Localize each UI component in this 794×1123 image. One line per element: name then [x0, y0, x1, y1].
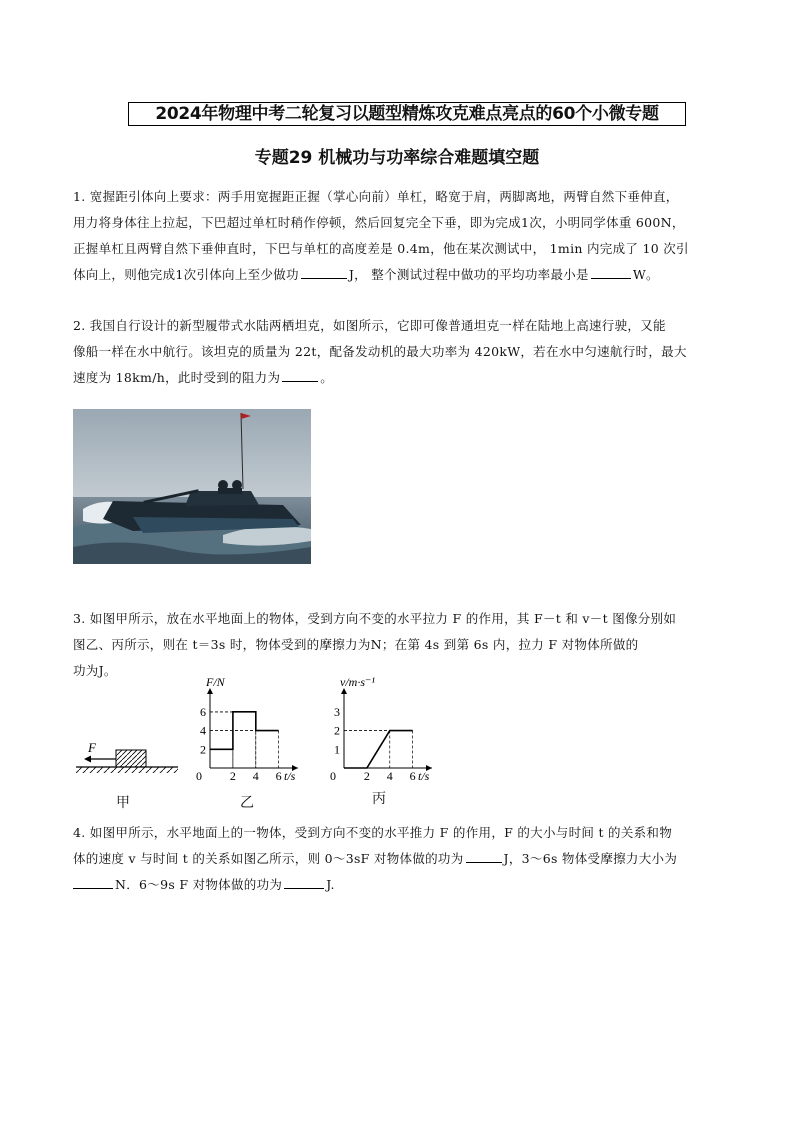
x-axis-label: t/s	[284, 769, 296, 783]
q3-line-1: 3. 如图甲所示，放在水平地面上的物体，受到方向不变的水平拉力 F 的作用，其 F－t 和 v－t 图像分别如	[73, 611, 677, 626]
x-tick-label: 2	[229, 769, 236, 783]
q2-line-1: 2. 我国自行设计的新型履带式水陆两栖坦克，如图所示，它即可像普通坦克一样在陆地上高速行驶，又能	[73, 318, 666, 333]
answer-blank[interactable]	[591, 264, 631, 279]
q4-text: 体的速度 v 与时间 t 的关系如图乙所示，则 0～3sF 对物体做的功为	[73, 851, 464, 866]
q1-line-4	[73, 262, 733, 288]
question-3	[73, 606, 733, 684]
q1-line-1: 1. 宽握距引体向上要求：两手用宽握距正握（掌心向前）单杠，略宽于肩，两脚离地，两臂自然下垂伸直，	[73, 189, 679, 204]
q4-line-2	[73, 846, 733, 872]
q4-text: J.	[326, 877, 335, 892]
x-tick-label: 4	[386, 769, 393, 783]
q3-line-3: 功为J。	[73, 663, 117, 678]
topic-title: 专题29 机械功与功率综合难题填空题	[254, 148, 540, 168]
q2-line-3	[73, 365, 733, 391]
figure-label-jia: 甲	[116, 795, 130, 811]
series-title: 2024年物理中考二轮复习以题型精炼攻克难点亮点的60个小微专题	[128, 102, 686, 126]
x-tick-label: 2	[363, 769, 370, 783]
question-4	[73, 820, 733, 898]
force-label: F	[88, 740, 96, 755]
y-axis-label: F/N	[206, 675, 225, 689]
y-tick-label: 2	[200, 742, 206, 757]
ground	[76, 767, 178, 773]
chart-f-t	[190, 674, 314, 786]
y-axis-label: v/m·s⁻¹	[340, 675, 375, 689]
answer-blank[interactable]	[282, 367, 318, 382]
q2-text: 。	[320, 370, 334, 385]
q3-line-2: 图乙、丙所示，则在 t＝3s 时，物体受到的摩擦力为N；在第 4s 到第 6s 内，拉力 F 对物体所做的	[73, 637, 639, 652]
amphibious-tank-photo	[73, 409, 311, 564]
x-tick-label: 6	[409, 769, 416, 783]
q1-text: J， 整个测试过程中做功的平均功率最小是	[348, 267, 589, 282]
series-line	[344, 731, 413, 768]
q1-text: W。	[632, 267, 659, 282]
chart-v-t	[324, 674, 448, 786]
question-2	[73, 313, 733, 391]
answer-blank[interactable]	[466, 848, 502, 863]
block	[116, 750, 146, 767]
q2-text: 速度为 18km/h，此时受到的阻力为	[73, 370, 281, 385]
answer-blank[interactable]	[73, 874, 113, 889]
q1-line-2: 用力将身体往上拉起，下巴超过单杠时稍作停顿，然后回复完全下垂，即为完成1次，小明同学体重 600N，	[73, 215, 685, 230]
q4-line-1: 4. 如图甲所示，水平地面上的一物体，受到方向不变的水平推力 F 的作用，F 的大小与时间 t 的关系和物	[73, 825, 673, 840]
x-tick-label: 4	[252, 769, 259, 783]
figure-label-bing: 丙	[372, 791, 386, 807]
y-tick-label: 2	[334, 723, 340, 738]
v-t-graph	[330, 675, 432, 783]
q1-text: 体向上，则他完成1次引体向上至少做功	[73, 267, 299, 282]
x-tick-label: 0	[196, 769, 202, 783]
q2-line-2: 像船一样在水中航行。该坦克的质量为 22t，配备发动机的最大功率为 420kW，若在水中匀速航行时，最大	[73, 344, 687, 359]
answer-blank[interactable]	[284, 874, 324, 889]
x-axis-label: t/s	[418, 769, 430, 783]
figure-label-yi: 乙	[240, 795, 254, 811]
y-tick-label: 4	[200, 723, 206, 738]
y-tick-label: 3	[334, 704, 340, 719]
q4-line-3	[73, 872, 733, 898]
figure-jia-block	[72, 735, 182, 780]
x-tick-label: 0	[330, 769, 336, 783]
y-tick-label: 6	[200, 704, 206, 719]
f-t-graph	[196, 675, 298, 783]
x-tick-label: 6	[275, 769, 282, 783]
q4-text: N．6～9s F 对物体做的功为	[115, 877, 283, 892]
q1-line-3: 正握单杠且两臂自然下垂伸直时，下巴与单杠的高度差是 0.4m，他在某次测试中， 1min 内完成了 10 次引	[73, 241, 689, 256]
answer-blank[interactable]	[301, 264, 347, 279]
q4-text: J，3～6s 物体受摩擦力大小为	[503, 851, 678, 866]
question-1	[73, 184, 733, 288]
y-tick-label: 1	[334, 742, 340, 757]
